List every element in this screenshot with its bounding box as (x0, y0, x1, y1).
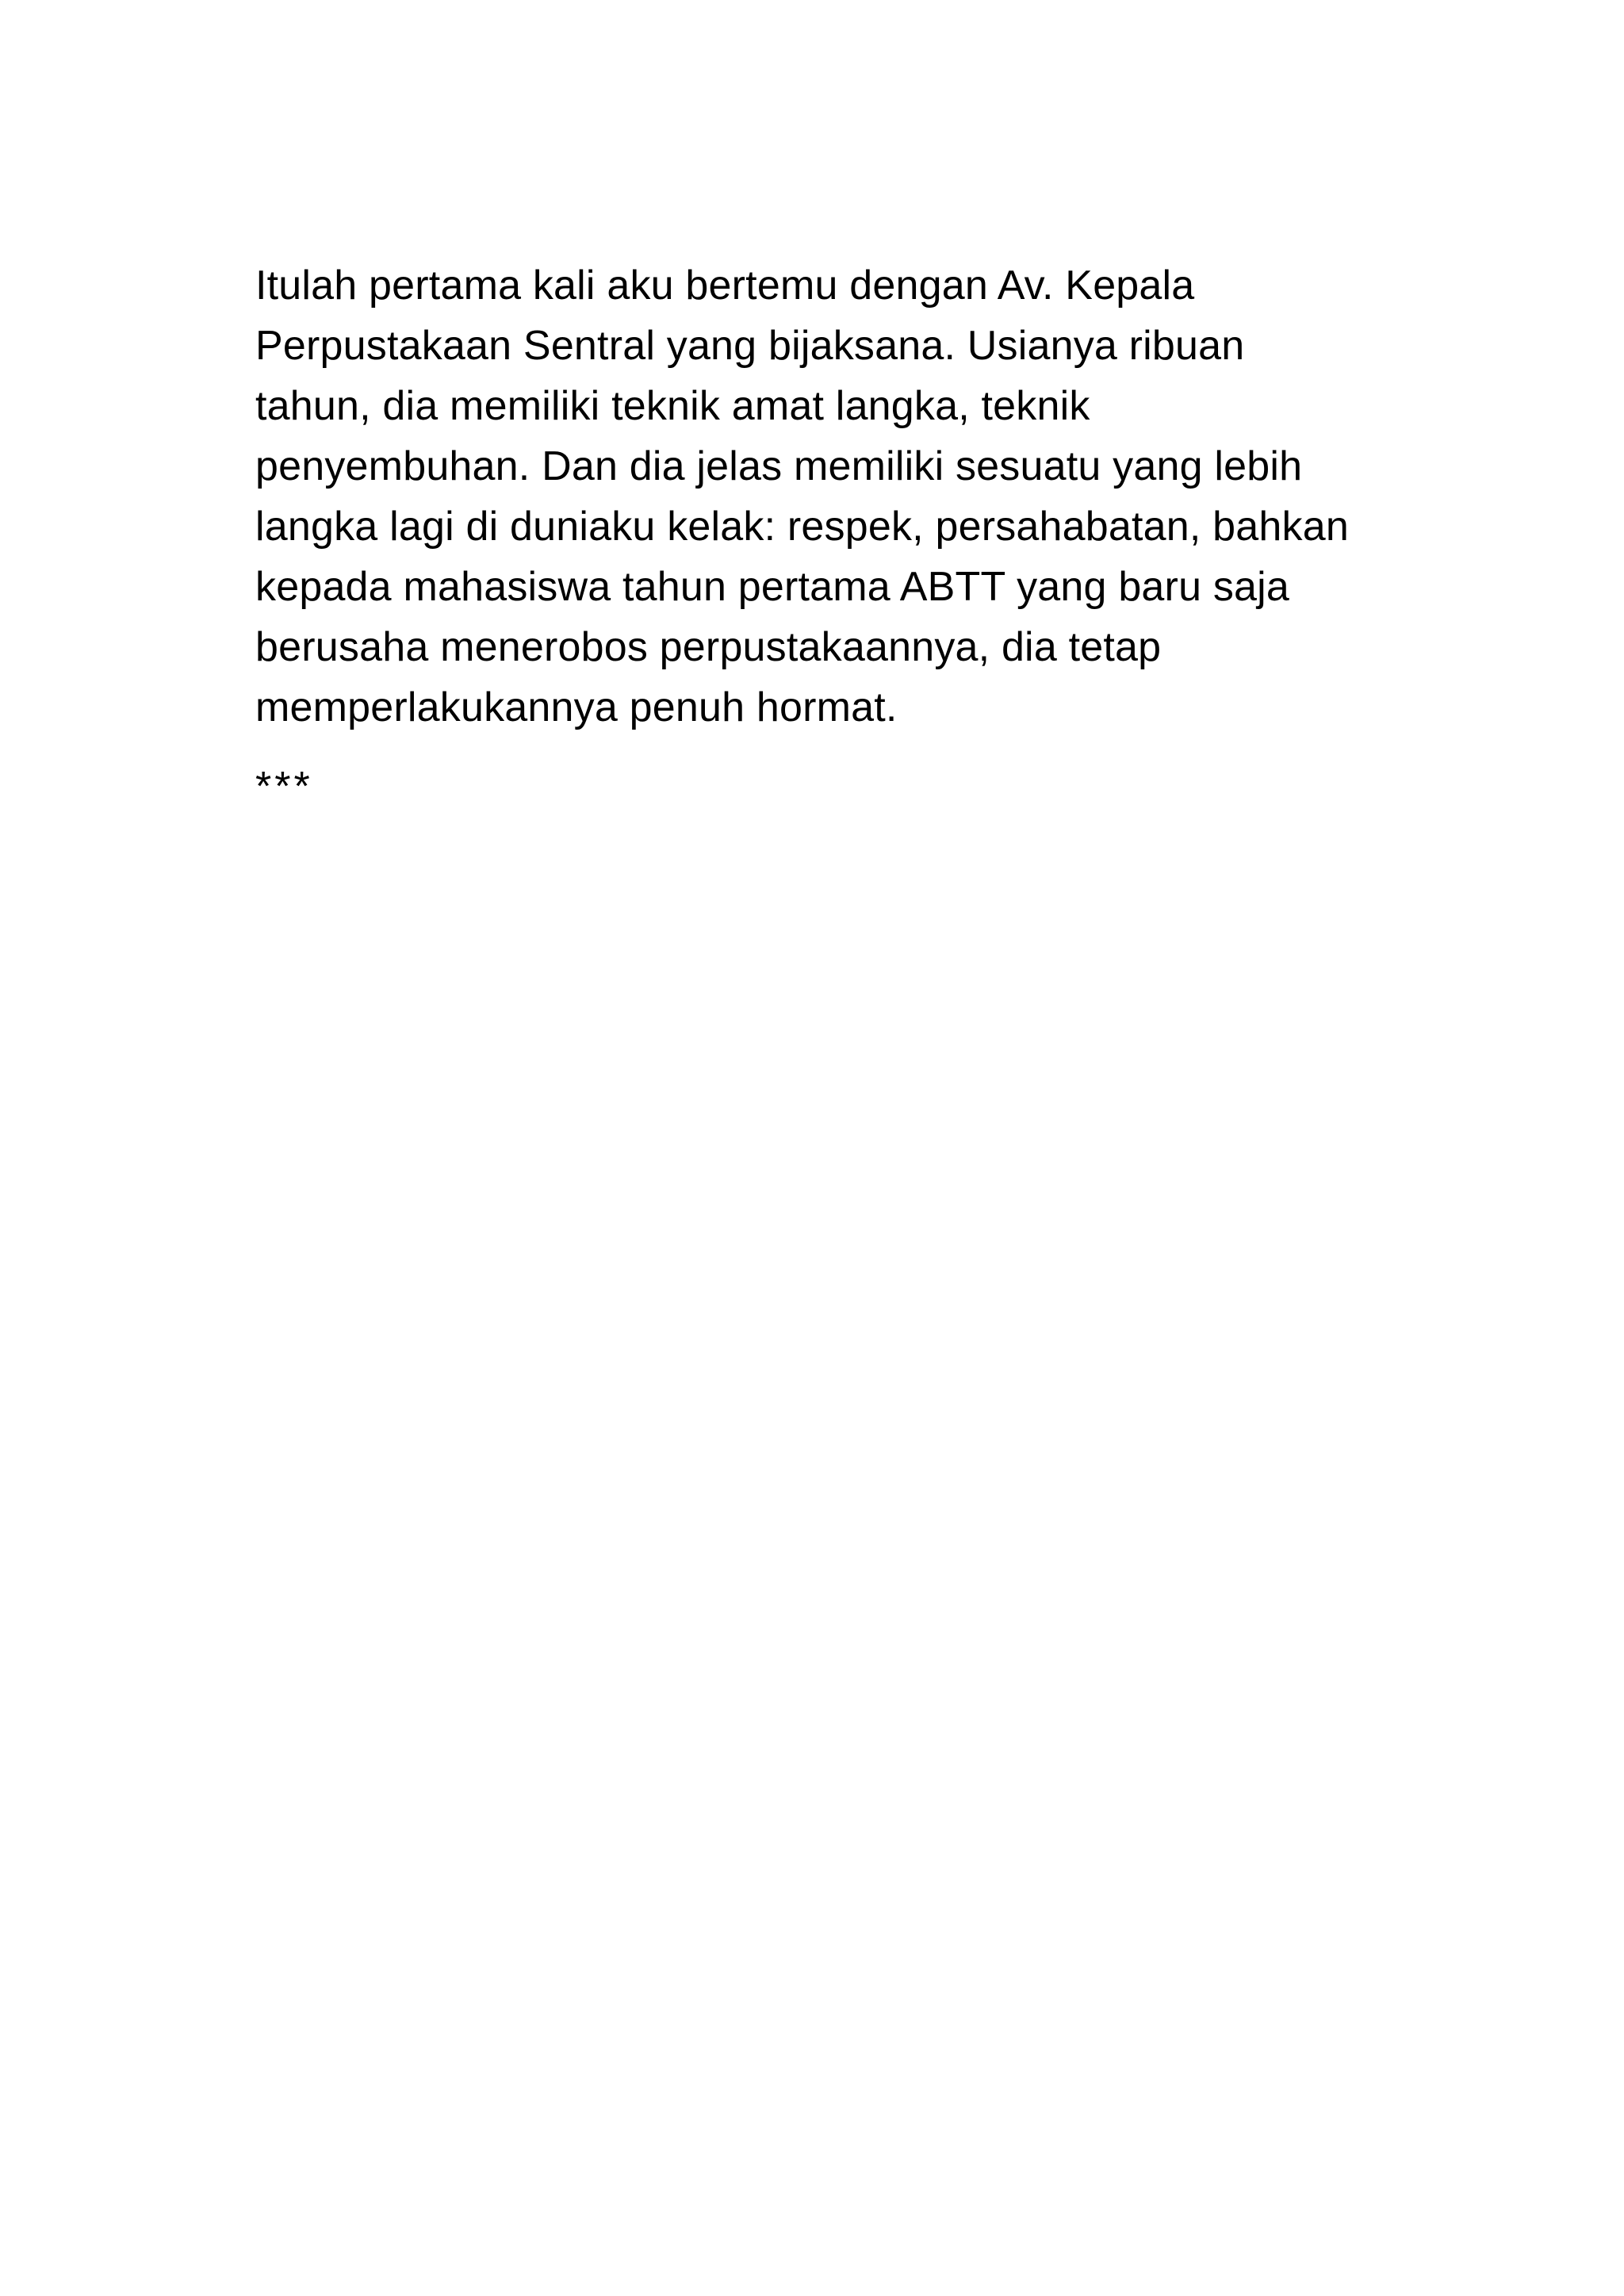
paragraph-line-3: tahun, dia memiliki teknik amat langka, teknik (255, 383, 1090, 429)
paragraph-line-7: berusaha menerobos perpustakaannya, dia tetap (255, 624, 1162, 670)
paragraph-line-2: Perpustakaan Sentral yang bijaksana. Usianya ribuan (255, 323, 1245, 369)
section-separator: *** (255, 764, 313, 810)
paragraph-line-4: penyembuhan. Dan dia jelas memiliki sesuatu yang lebih (255, 443, 1303, 489)
paragraph-line-5: langka lagi di duniaku kelak: respek, persahabatan, bahkan (255, 504, 1349, 550)
paragraph-line-6: kepada mahasiswa tahun pertama ABTT yang baru saja (255, 564, 1290, 610)
paragraph-line-8: memperlakukannya penuh hormat. (255, 684, 898, 730)
paragraph (255, 255, 1381, 817)
paragraph-line-1: Itulah pertama kali aku bertemu dengan Av. Kepala (255, 263, 1195, 309)
